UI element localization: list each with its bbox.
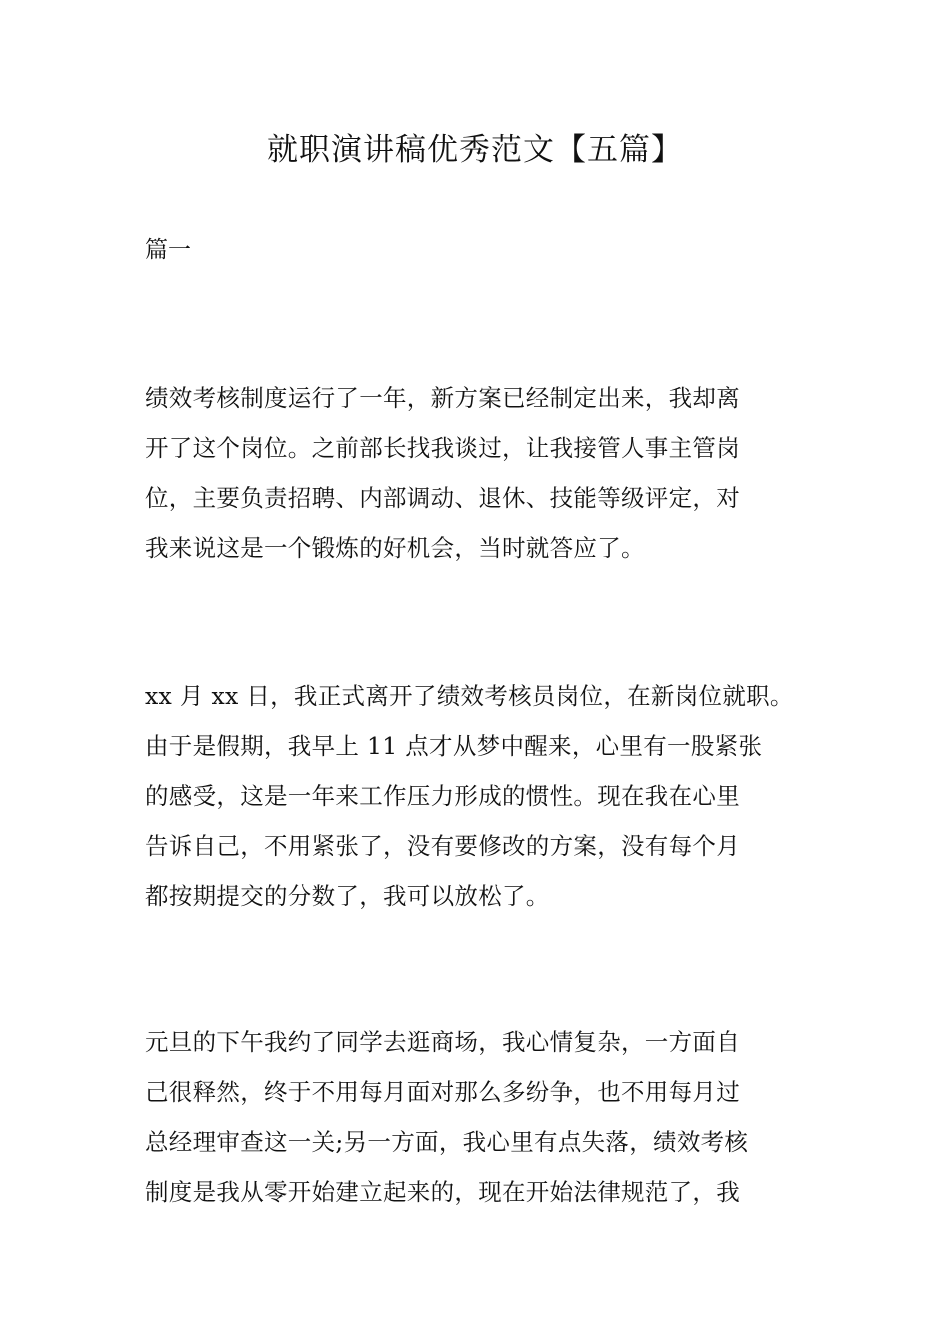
paragraph-line: 开了这个岗位。之前部长找我谈过，让我接管人事主管岗 bbox=[145, 434, 740, 462]
paragraph-line: 的感受，这是一年来工作压力形成的惯性。现在我在心里 bbox=[145, 782, 740, 810]
paragraph-line: 我来说这是一个锻炼的好机会，当时就答应了。 bbox=[145, 534, 645, 562]
section-heading: 篇一 bbox=[145, 237, 191, 263]
paragraph-line: 制度是我从零开始建立起来的，现在开始法律规范了，我 bbox=[145, 1178, 740, 1206]
document-title: 就职演讲稿优秀范文【五篇】 bbox=[267, 132, 683, 168]
paragraph bbox=[145, 373, 845, 573]
paragraph-line: 都按期提交的分数了，我可以放松了。 bbox=[145, 882, 550, 910]
paragraph-line: xx 月 xx 日，我正式离开了绩效考核员岗位，在新岗位就职。 bbox=[145, 682, 794, 710]
paragraph-line: 由于是假期，我早上 11 点才从梦中醒来，心里有一股紧张 bbox=[145, 732, 763, 760]
paragraph-line: 总经理审查这一关;另一方面，我心里有点失落，绩效考核 bbox=[145, 1128, 749, 1156]
paragraph-line: 绩效考核制度运行了一年，新方案已经制定出来，我却离 bbox=[145, 384, 740, 412]
paragraph bbox=[145, 1017, 845, 1217]
paragraph-line: 告诉自己，不用紧张了，没有要修改的方案，没有每个月 bbox=[145, 832, 740, 860]
paragraph-line: 元旦的下午我约了同学去逛商场，我心情复杂，一方面自 bbox=[145, 1028, 740, 1056]
paragraph bbox=[145, 671, 845, 921]
paragraph-line: 己很释然，终于不用每月面对那么多纷争，也不用每月过 bbox=[145, 1078, 740, 1106]
paragraph-line: 位，主要负责招聘、内部调动、退休、技能等级评定，对 bbox=[145, 484, 740, 512]
